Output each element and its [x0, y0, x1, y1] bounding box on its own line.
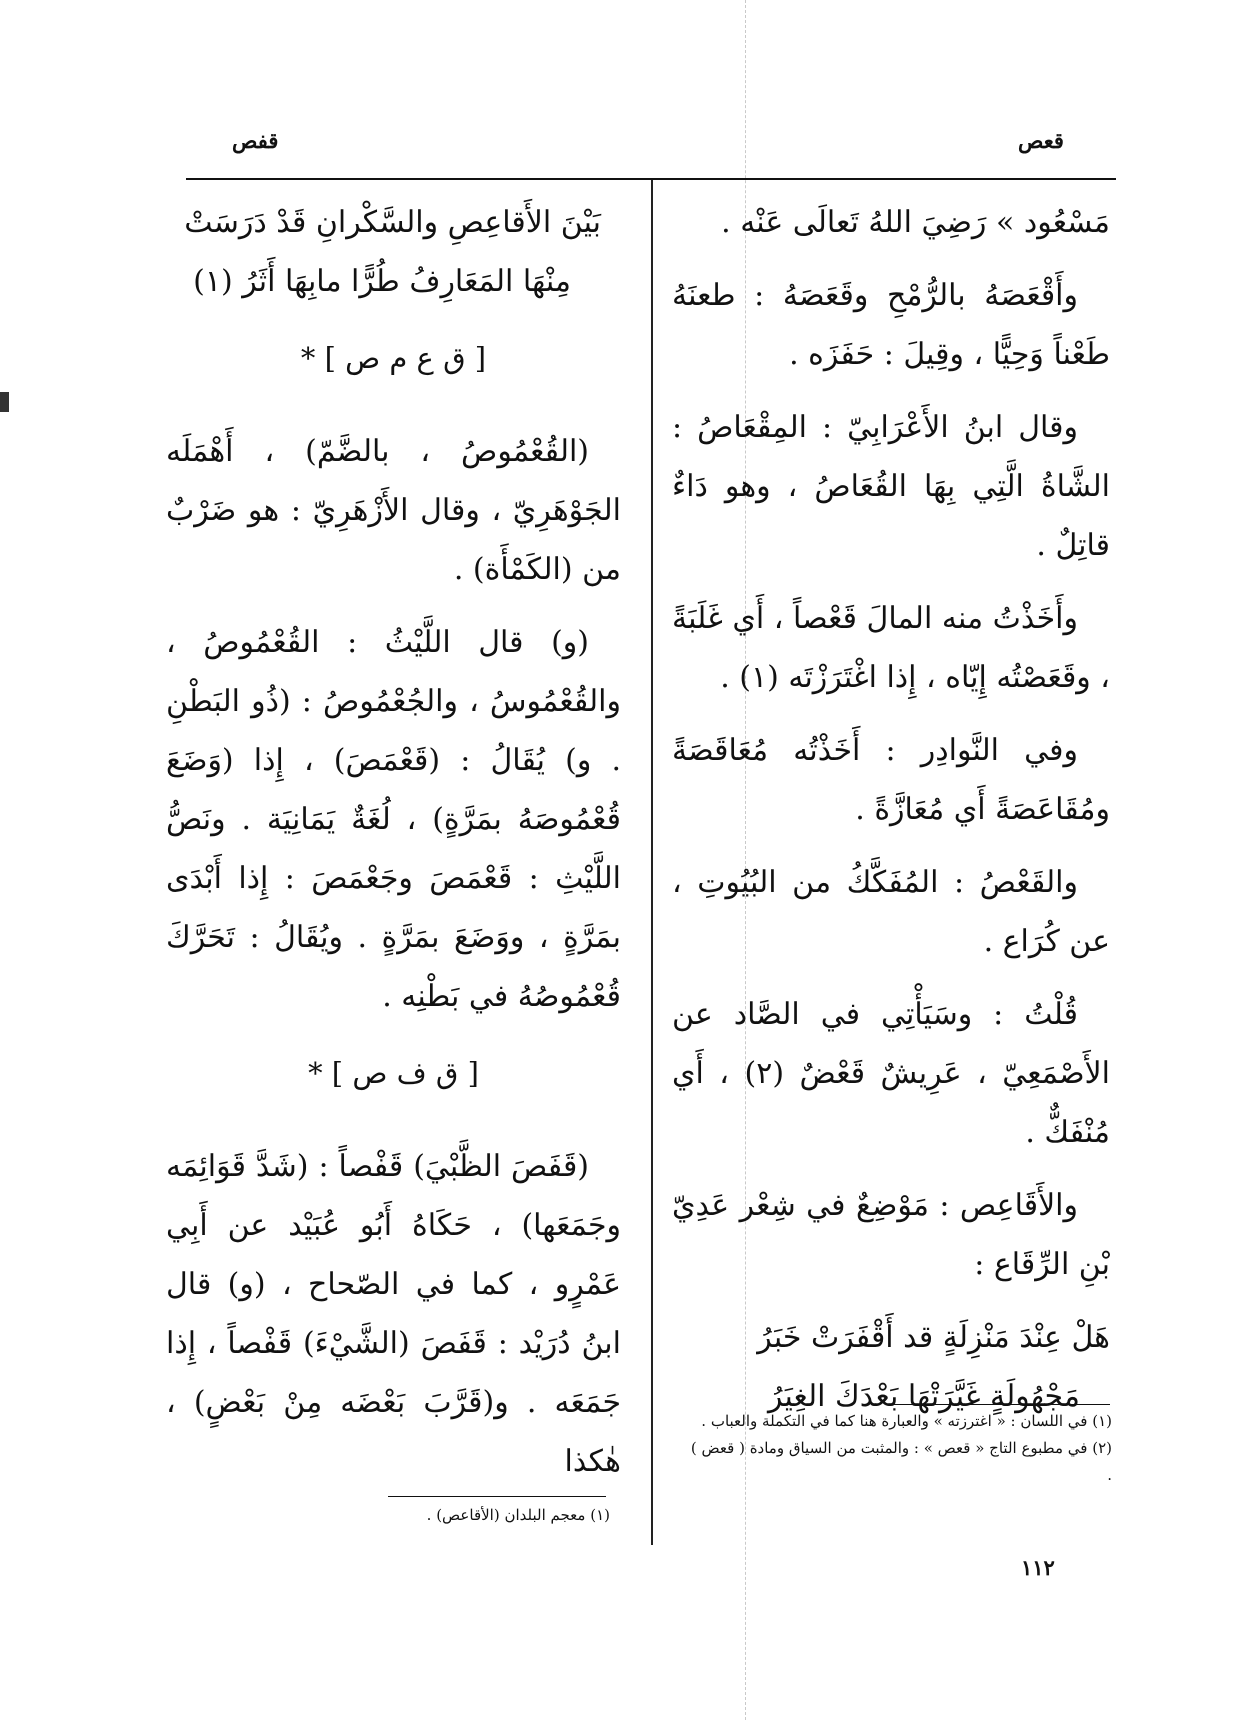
- verse-line: مِنْهَا المَعَارِفُ طُرًّا مابِهَا أَثَرُ (١): [193, 264, 571, 299]
- verse-line: مَجْهُولَةٍ غَيَّرَتْهَا بَعْدَكَ الغِيَرُ: [767, 1379, 1080, 1414]
- entry-heading: [ ق ع م ص ] *: [300, 341, 487, 375]
- footnote: (٢) في مطبوع التاج « قعص » : والمثبت من السياق ومادة ( قعض ) .: [690, 1439, 1112, 1484]
- running-header-right: قعص: [1018, 128, 1064, 153]
- paragraph: وفي النَّوادِر : أَخَذْتُه مُعَاقَصَةً ومُقَاعَصَةً أَي مُعَازَّةً .: [672, 733, 1110, 827]
- paragraph: (القُعْمُوصُ ، بالضَّمّ) ، أَهْمَلَه الجَوْهَرِيّ ، وقال الأَزْهَرِيّ : هو ضَرْبٌ من (الكَمْأَة) .: [166, 434, 621, 587]
- paragraph: (و) قال اللَّيْثُ : القُعْمُوصُ ، والقُعْمُوسُ ، والجُعْمُوصُ : (ذُو البَطْنِ . و) يُقَالُ : (قَعْمَصَ) ، إِذا (وَضَعَ قُعْمُوصَهُ بمَرَّةٍ) ، لُغَةٌ يَمَانِيَة . ونَصُّ اللَّيْثِ : قَعْمَصَ وجَعْمَصَ : إِذا أَبْدَى بمَرَّةٍ ، ووَضَعَ بمَرَّةٍ . ويُقَالُ : تَحَرَّكَ قُعْمُوصُهُ في بَطْنِه .: [166, 625, 621, 1014]
- paragraph: وقال ابنُ الأَعْرَابِيّ : المِقْعَاصُ : الشَّاةُ الَّتِي بِهَا القُعَاصُ ، وهو دَاءٌ قاتِلٌ .: [672, 410, 1110, 563]
- column-divider: [651, 180, 653, 1545]
- footnotes-left: [330, 1502, 610, 1529]
- right-column: [672, 193, 1110, 1426]
- footnote: (١) في اللسان : « اغترزته » والعبارة هنا كما في التكملة والعباب .: [701, 1412, 1112, 1430]
- footnote: (١) معجم البلدان (الأقاعص) .: [426, 1506, 610, 1524]
- paragraph: والأَقَاعِص : مَوْضِعٌ في شِعْر عَدِيّ بْنِ الرِّقَاع :: [672, 1188, 1110, 1282]
- paragraph: وأَقْعَصَهُ بالرُّمْحِ وقَعَصَهُ : طعنَهُ طَعْناً وَحِيًّا ، وقِيلَ : حَفَزَه .: [672, 278, 1110, 372]
- entry-heading: [ ق ف ص ] *: [308, 1056, 479, 1090]
- paragraph: مَسْعُود » رَضِيَ اللهُ تَعالَى عَنْه .: [721, 205, 1110, 240]
- paragraph: والقَعْصُ : المُفَكَّكُ من البُيُوتِ ، عن كُرَاع .: [672, 865, 1110, 959]
- paragraph: قُلْتُ : وسَيَأْتِي في الصَّاد عن الأَصْمَعِيّ ، عَرِيشٌ قَعْضٌ (٢) ، أَي مُنْفَكٌّ .: [672, 997, 1111, 1150]
- running-header-left: قفص: [232, 128, 279, 153]
- footnotes-right: [682, 1408, 1112, 1489]
- footnote-rule-right: [886, 1404, 1110, 1405]
- verse-line: بَيْنَ الأَقاعِصِ والسَّكْرانِ قَدْ دَرَسَتْ: [184, 205, 601, 240]
- paragraph: (قَفَصَ الظَّبْيَ) قَفْصاً : (شَدَّ قَوَائِمَه وجَمَعَها) ، حَكَاهُ أَبُو عُبَيْد عن أَبِي عَمْرٍو ، كما في الصّحاح ، (و) قال ابنُ دُرَيْد : قَفَصَ (الشَّيْءَ) قَفْصاً ، إِذا جَمَعَه . و(قَرَّبَ بَعْضَه مِنْ بَعْضٍ) ، هٰكذا: [166, 1149, 621, 1479]
- footnote-rule-left: [388, 1496, 606, 1497]
- scan-margin-mark: [0, 392, 9, 412]
- paragraph: وأَخَذْتُ منه المالَ قَعْصاً ، أَي غَلَبَةً ، وقَعَصْتُه إِيّاه ، إِذا اغْتَرَزْتَه (١) .: [672, 601, 1110, 695]
- verse-line: هَلْ عِنْدَ مَنْزِلَةٍ قد أَقْفَرَتْ خَبَرُ: [757, 1320, 1110, 1355]
- left-column: [166, 193, 621, 1505]
- poem-verse: [166, 193, 621, 311]
- page-number: ١١٢: [1021, 1555, 1055, 1580]
